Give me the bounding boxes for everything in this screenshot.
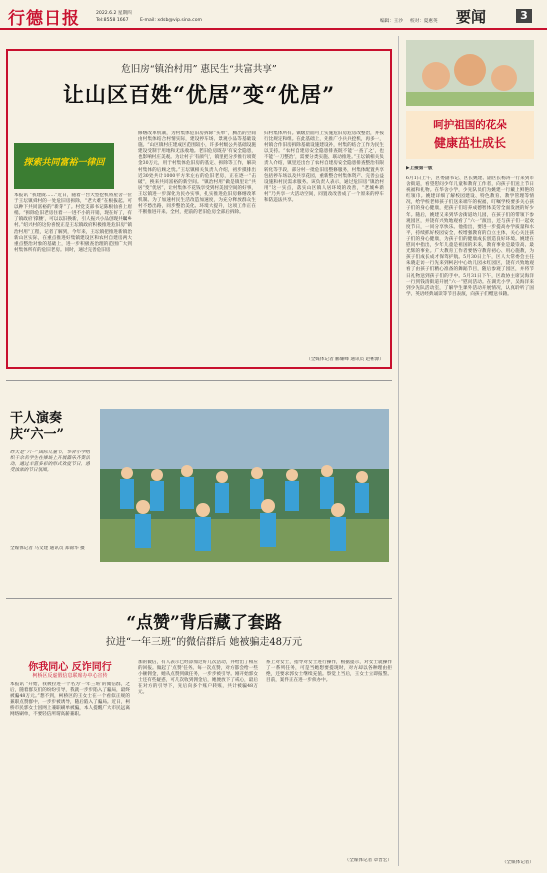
newspaper-logo: 行德日报: [8, 9, 80, 29]
children-illustration: [406, 40, 534, 106]
right-column-intro: ▶上接第一版: [406, 166, 433, 171]
article-headline: 让山区百姓“优居”变“优居”: [62, 82, 336, 107]
telephone: Tel:8558 1667: [96, 18, 129, 23]
bottom-byline: （全媒体记者 章晋宏）: [344, 858, 392, 863]
students-performance-photo: [100, 409, 389, 562]
column-banner: [14, 143, 114, 189]
article-column-1: 本报讯 “我建陇……”近日，随着一台大型挖机将屋舍一位于王坛镇舜村的一处危旧房拆除，“老大难”在根拔起。可以种下共同富裕的“新芽”了。村党支部书记陈根仙喜上眉梢。“拆除危旧老房住着一一进不小的开销，现在好了，有了镇政府‘撑腰’，可以以旧换新，引人振兴小品创现共瞩乡村。”绍兴村的这份喜悦正是王坛镇政府积极推进危旧房“镇治村用”工程，记者了解到，今年来，王坛镇把推进新镇治新山区实际，在重点推进好集镇建设区和农村自建房两大重点整治对象的基础上，进一步积极查治理的范围广大到村集体所有的危旧老房。同时，通过完善危旧房: [14, 193, 132, 253]
bottom-subheadline: 拉进“一年三班”的微信群后 她被骗走48万元: [105, 637, 303, 648]
photo-credit: 全媒体记者 马文建 通讯员 郑锦华 摄: [10, 546, 85, 551]
bottom-column-2: 加的微信，有人表示已经添加过好几次活动，并给出了相应的回报。做起了‘点赞’任务。每一次点赞，对方都会给一些小额佣金，她从点赞到做任务，一步步被引导。刚开始郭女士还有些疑惑，可几次收到佣金后，她便放下了戒心，最后在对方的引导下，先后向多个账户转账，共计被骗48万元。: [138, 660, 258, 696]
page-number: 3: [516, 9, 532, 23]
right-column-title: 呵护祖国的花朵: [433, 119, 507, 131]
section-title: 要闻: [456, 8, 487, 26]
anti-fraud-source: 柯桥区反虚假信息联席办中心宣传: [32, 673, 108, 679]
photo-image: [100, 409, 389, 562]
email: E-mail: xdsb@vip.sina.com: [140, 18, 202, 23]
bottom-column-3: 系上对女士，指导对女士进行操作，根据提示，对女士就操作了一系列任务，可是当她想要提现时，对方却以各种理由拒绝，还要求郭女士继续充值。察觉上当后，王女士立即报警。目前，案件正在进一步侦办中。: [266, 660, 392, 684]
banner-label: 探索共同富裕一律回: [23, 158, 105, 168]
article-column-3: 归村集体所有。镇级层面可上实施危旧房危房改整治，并按行比规定和组。在此基础上，先推广小兵兵挖机，再多一，村镇合作旧房拆除基础设施建设补，村集的结合工作为民生以支持。“农村自建房安全隐患排查既不能‘一查了之’，也不能‘一刀整治’，需要分类实施、联动推进。”王坛镇相关负责人介绍，镇里还出台了农村自建房安全隐患排查整治有限转化等手段，部分村一批危旧房整修服务，村集体配置共享包括停车场以及共享花园，重新整合村集体资产、完善公益设施和村民需求服务。该负责人表示，通过危旧房“镇治村用”这一实点，落实山区镇人居环境的改善，“老城乡新村”乃共享一大活动空间，同置改改善成了一个原来的停车和防违法共享。: [264, 131, 384, 204]
proofreader-credit: 校对：夏惠英: [410, 19, 438, 24]
issue-date: 2022.6.2 星期四: [96, 11, 132, 16]
section-divider-2: [6, 598, 392, 599]
top-article: [6, 49, 392, 369]
right-column-byline: （全媒体记者）: [501, 860, 534, 865]
article-byline: （全媒体记者 郦耀峰 通讯员 赵彬源）: [306, 357, 384, 362]
bottom-headline: “点赞”背后藏了套路: [126, 613, 282, 633]
column-divider: [398, 36, 399, 866]
section-divider: [6, 380, 392, 381]
right-column-subtitle: 健康茁壮成长: [433, 136, 506, 150]
editor-credit: 编辑：王沙: [380, 19, 403, 24]
bottom-column-1: 本报讯 “开始，我被拉进一个名为‘一年三班’的微信群，之后，随着群友们的纷纷引导，我就一步步陷入了骗局，最终被骗48万元。”想不到，柯桥区的王女士在一个看似正规的兼职点赞群中，一步步被诱导，随后陷入了骗局。近日，柯桥市民郭女士因网上兼职刷单被骗，本人提醒广大市民远离网络刷单，不要轻信所谓高薪兼职。: [10, 682, 130, 718]
anti-fraud-kicker: 你我同心 反诈同行: [28, 662, 112, 673]
right-column-body: 6月1日上午，区委副书记、区长姚建、副区长杨涛一行来到市舍街道，看望慰问少年儿童和教育工作者，向孩子们送上节日祝福和礼物。在华舍小学，少先队员们为姚建一行戴上鲜艳的红领巾。姚建详细了解校园建设、特色教育、教学管理等情况，给学校老师孩子们送来端午的祝福，叮嘱学校要多关心孩子们的身心健康，把孩子们培养成德智体美劳全面发展的好少年。随后，姚建又来到华舍街道幼儿园，在孩子们的带领下参观园区，并饶有兴致地观看了“六一”演出，还与孩子们一起欢度节日，一同分享快乐。他指出，要进一步提高办学质量和水平，持续抓好校园安全，校增强教育的自立主体，关心关注孩子们的身心健康，为孩子们的健康成长创造良好环境。姚建在慰问中指出，少年儿童是祖国的未来，教育事业是最崇高、最光辉的事业。广大教育工作者要恪守教育初心、用心施教，为孩子们成长成才保驾护航。5月30日上午，区人大常委会主任朱晓走访一行先来到柯岩中心幼儿园永红园区，饶有兴致地观看了由孩子们精心准备的舞蹈节目，随后参观了园区，并将节日礼物送到孩子们的手中。5月31日下午，区政协主席吴海洋一行到钱清街道开展“六一”慰问活动。在湖光小学，吴海洋来到少先队活动室，了解学生课外活动开展情况，认真聆听了国学、英语经典诵读等节目表演，向孩子们赠送书籍。: [406, 176, 534, 297]
decorative-illustration: [406, 40, 534, 106]
article-column-2: 修缮改革机制，为村集体危旧房拆除“买单”，腾出的空间由村集体结合村情实际，建设停车场、景观小品等基础设施。“山区镇村庄建成区范围较小，许多村级公共基础设施建设受制于用地和无法收地。老旧危房既存‘有安全隐患，也影响村庄美观。为让村子‘有颜气’，镇里把分步推行项资金30万元，用于村集体危旧房的基定、拆除等工作，解决村集体的后顾之忧。”王坛镇相关负责人介绍，初步摸排出近30处共计1000平方米左右的危旧老房，正在逐一“击破”，换来共同富裕的新空间。“镇治村用”做是镇里让“共居”变“优居”，让村集体不花钱享受到村美园空间的好事，王坛镇进一步深化为民办实事，扎实推进危旧房修缮改革机制。为了加速村民生活改造加速度，为充分释放群众生村不愁出路，同步整治美化、环境大提升，这项工作正在不断推进开来。全村，把前的老旧危房全部后拆除。: [138, 131, 256, 216]
photo-title: 干人演奏庆“六一”: [10, 411, 64, 442]
article-kicker: 危旧房“镇治村用” 惠民生“共富共享”: [121, 64, 277, 75]
photo-caption: 昨天是“六一”国际儿童节，华舍小学组织千余名学生在操场上开展器乐齐奏活动，通过丰富多彩的形式欢度节日，感受浓浓的节日氛围。: [10, 450, 90, 474]
